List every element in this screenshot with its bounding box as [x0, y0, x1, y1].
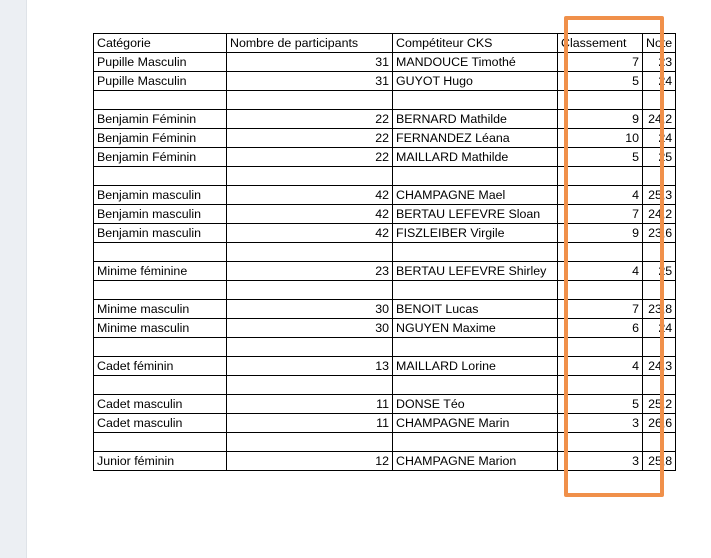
table-row — [94, 395, 676, 414]
cell-category: Minime masculin — [94, 319, 227, 338]
table-row — [94, 186, 676, 205]
cell-rank: 5 — [558, 148, 643, 167]
blank-cell — [227, 433, 393, 452]
cell-competitor: CHAMPAGNE Marion — [393, 452, 558, 471]
header-category: Catégorie — [94, 34, 227, 53]
cell-rank: 4 — [558, 186, 643, 205]
blank-cell — [94, 376, 227, 395]
cell-rank: 9 — [558, 110, 643, 129]
blank-cell — [94, 433, 227, 452]
cell-note: 23 — [643, 53, 676, 72]
cell-competitor: FISZLEIBER Virgile — [393, 224, 558, 243]
cell-note: 25 — [643, 262, 676, 281]
table-row — [94, 414, 676, 433]
blank-cell — [94, 338, 227, 357]
cell-competitor: FERNANDEZ Léana — [393, 129, 558, 148]
cell-participants: 12 — [227, 452, 393, 471]
blank-row — [94, 167, 676, 186]
cell-participants: 42 — [227, 205, 393, 224]
blank-cell — [643, 376, 676, 395]
cell-category: Benjamin Féminin — [94, 110, 227, 129]
cell-competitor: GUYOT Hugo — [393, 72, 558, 91]
header-rank: Classement — [558, 34, 643, 53]
blank-row — [94, 243, 676, 262]
blank-cell — [558, 281, 643, 300]
blank-cell — [94, 91, 227, 110]
blank-cell — [393, 167, 558, 186]
cell-category: Cadet masculin — [94, 414, 227, 433]
table-row — [94, 300, 676, 319]
cell-note: 25,2 — [643, 395, 676, 414]
cell-participants: 23 — [227, 262, 393, 281]
cell-note: 25,3 — [643, 186, 676, 205]
cell-note: 24 — [643, 319, 676, 338]
cell-participants: 30 — [227, 319, 393, 338]
cell-rank: 3 — [558, 414, 643, 433]
cell-category: Benjamin masculin — [94, 205, 227, 224]
blank-cell — [227, 243, 393, 262]
blank-cell — [393, 243, 558, 262]
cell-participants: 31 — [227, 72, 393, 91]
cell-note: 23,6 — [643, 224, 676, 243]
cell-category: Minime masculin — [94, 300, 227, 319]
cell-note: 26,6 — [643, 414, 676, 433]
cell-participants: 31 — [227, 53, 393, 72]
cell-competitor: MANDOUCE Timothé — [393, 53, 558, 72]
cell-rank: 5 — [558, 72, 643, 91]
blank-cell — [227, 167, 393, 186]
blank-cell — [393, 91, 558, 110]
blank-cell — [393, 281, 558, 300]
cell-participants: 11 — [227, 395, 393, 414]
cell-competitor: CHAMPAGNE Mael — [393, 186, 558, 205]
header-competitor: Compétiteur CKS — [393, 34, 558, 53]
blank-cell — [643, 433, 676, 452]
cell-note: 25,8 — [643, 452, 676, 471]
blank-cell — [643, 91, 676, 110]
cell-competitor: MAILLARD Lorine — [393, 357, 558, 376]
cell-category: Pupille Masculin — [94, 53, 227, 72]
table-row — [94, 357, 676, 376]
blank-cell — [227, 376, 393, 395]
cell-category: Minime féminine — [94, 262, 227, 281]
cell-note: 24,2 — [643, 205, 676, 224]
blank-cell — [227, 281, 393, 300]
table-row — [94, 148, 676, 167]
blank-cell — [558, 433, 643, 452]
cell-note: 24 — [643, 129, 676, 148]
cell-note: 24 — [643, 72, 676, 91]
results-body — [94, 53, 676, 471]
header-row — [94, 34, 676, 53]
blank-cell — [227, 338, 393, 357]
cell-note: 24,2 — [643, 110, 676, 129]
cell-rank: 9 — [558, 224, 643, 243]
table-row — [94, 262, 676, 281]
cell-note: 23,8 — [643, 300, 676, 319]
cell-competitor: NGUYEN Maxime — [393, 319, 558, 338]
blank-cell — [94, 243, 227, 262]
cell-category: Benjamin masculin — [94, 186, 227, 205]
cell-category: Junior féminin — [94, 452, 227, 471]
blank-cell — [558, 243, 643, 262]
blank-cell — [393, 338, 558, 357]
cell-participants: 42 — [227, 224, 393, 243]
cell-rank: 10 — [558, 129, 643, 148]
table-row — [94, 72, 676, 91]
table-row — [94, 53, 676, 72]
cell-competitor: BERTAU LEFEVRE Shirley — [393, 262, 558, 281]
blank-cell — [558, 91, 643, 110]
cell-participants: 13 — [227, 357, 393, 376]
blank-cell — [643, 243, 676, 262]
viewer-side-strip — [0, 0, 27, 558]
cell-category: Cadet féminin — [94, 357, 227, 376]
cell-rank: 5 — [558, 395, 643, 414]
cell-participants: 22 — [227, 129, 393, 148]
table-row — [94, 224, 676, 243]
table-row — [94, 129, 676, 148]
table-row — [94, 319, 676, 338]
blank-row — [94, 433, 676, 452]
cell-category: Cadet masculin — [94, 395, 227, 414]
cell-rank: 6 — [558, 319, 643, 338]
cell-competitor: MAILLARD Mathilde — [393, 148, 558, 167]
cell-rank: 7 — [558, 53, 643, 72]
cell-category: Benjamin Féminin — [94, 129, 227, 148]
cell-participants: 22 — [227, 110, 393, 129]
cell-rank: 7 — [558, 205, 643, 224]
cell-rank: 4 — [558, 357, 643, 376]
results-sheet — [93, 33, 676, 471]
cell-participants: 22 — [227, 148, 393, 167]
blank-cell — [558, 167, 643, 186]
header-participants: Nombre de participants — [227, 34, 393, 53]
cell-note: 24,3 — [643, 357, 676, 376]
cell-rank: 3 — [558, 452, 643, 471]
cell-rank: 7 — [558, 300, 643, 319]
cell-competitor: BENOIT Lucas — [393, 300, 558, 319]
cell-competitor: DONSE Téo — [393, 395, 558, 414]
cell-category: Benjamin masculin — [94, 224, 227, 243]
cell-competitor: CHAMPAGNE Marin — [393, 414, 558, 433]
blank-cell — [643, 281, 676, 300]
table-row — [94, 205, 676, 224]
blank-row — [94, 338, 676, 357]
blank-cell — [94, 167, 227, 186]
blank-row — [94, 91, 676, 110]
blank-cell — [558, 376, 643, 395]
table-row — [94, 110, 676, 129]
cell-category: Benjamin Féminin — [94, 148, 227, 167]
cell-rank: 4 — [558, 262, 643, 281]
blank-cell — [643, 338, 676, 357]
cell-category: Pupille Masculin — [94, 72, 227, 91]
blank-cell — [393, 433, 558, 452]
blank-row — [94, 376, 676, 395]
blank-cell — [227, 91, 393, 110]
cell-participants: 11 — [227, 414, 393, 433]
cell-participants: 42 — [227, 186, 393, 205]
table-row — [94, 452, 676, 471]
blank-cell — [558, 338, 643, 357]
cell-competitor: BERTAU LEFEVRE Sloan — [393, 205, 558, 224]
cell-participants: 30 — [227, 300, 393, 319]
blank-cell — [643, 167, 676, 186]
cell-note: 25 — [643, 148, 676, 167]
blank-cell — [393, 376, 558, 395]
results-table — [93, 33, 676, 471]
cell-competitor: BERNARD Mathilde — [393, 110, 558, 129]
blank-row — [94, 281, 676, 300]
blank-cell — [94, 281, 227, 300]
header-note: Note — [643, 34, 676, 53]
